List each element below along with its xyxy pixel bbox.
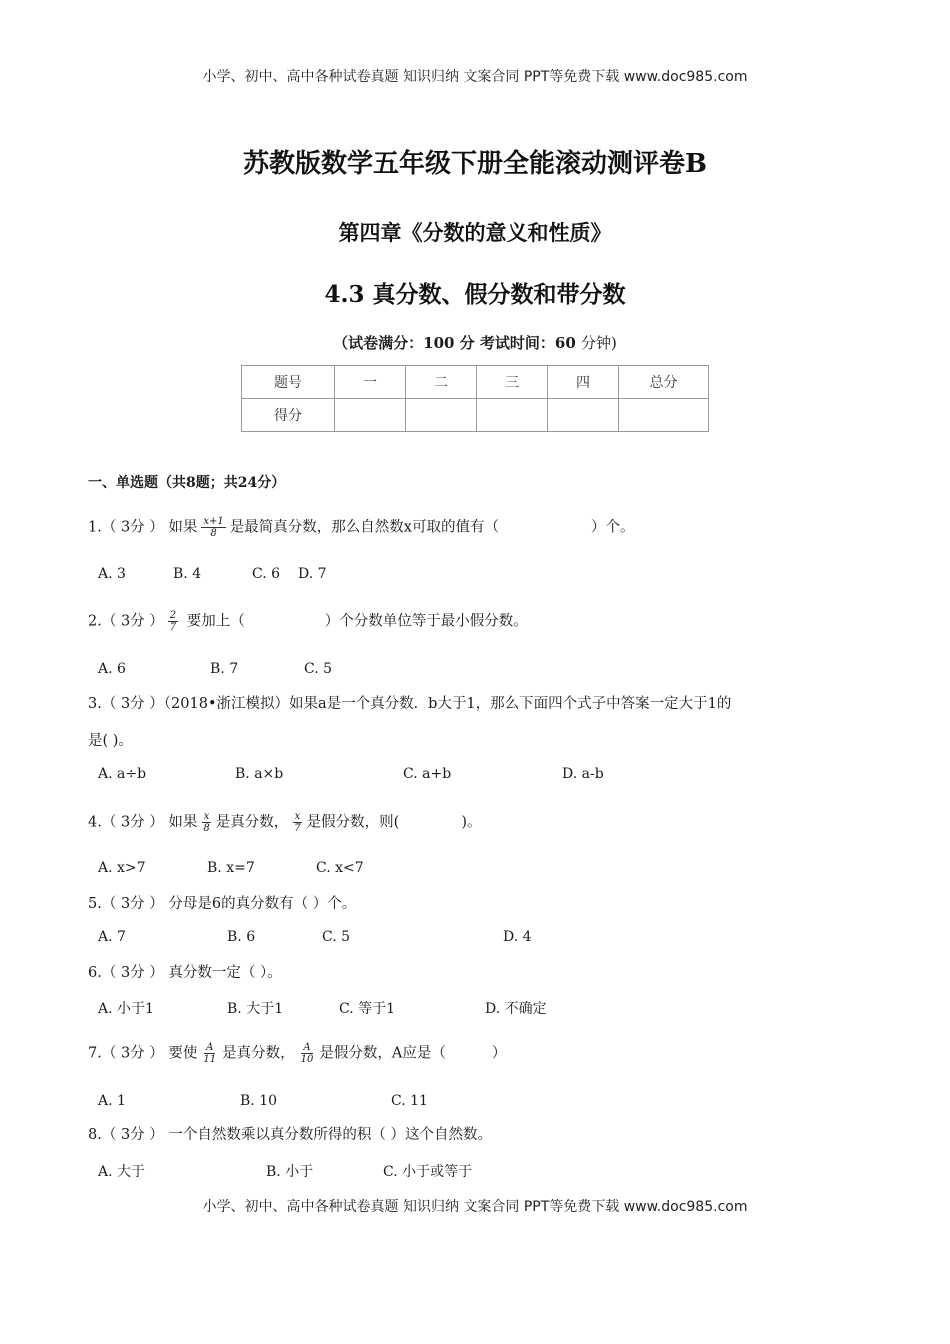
score-table-score-row xyxy=(242,399,709,432)
question-text: ）个分数单位等于最小假分数。 xyxy=(324,613,528,630)
score-row-label: 得分 xyxy=(242,399,335,432)
question-text: 要加上（ xyxy=(186,613,245,630)
fraction xyxy=(292,811,302,834)
score-header-cell: 二 xyxy=(406,366,477,399)
question-text: 是最简真分数，那么自然数x可取的值有（ xyxy=(229,519,499,536)
question-number: 5. xyxy=(88,896,102,912)
question-3 xyxy=(88,694,731,714)
question-number: 4. xyxy=(88,814,102,831)
score-table-header-row xyxy=(242,366,709,399)
option-c: C. 小于或等于 xyxy=(383,1164,473,1180)
score-header-cell: 总分 xyxy=(619,366,709,399)
page-title: 苏教版数学五年级下册全能滚动测评卷B xyxy=(243,149,707,179)
option-a: A. 6 xyxy=(98,661,126,677)
question-score: （ 3分 ） xyxy=(101,613,164,630)
option-b: B. 7 xyxy=(210,661,239,677)
score-header-cell: 一 xyxy=(335,366,406,399)
fraction xyxy=(168,610,178,633)
option-c: C. 6 xyxy=(252,566,281,582)
question-3-continuation xyxy=(88,731,133,751)
question-text: 要使 xyxy=(168,1045,198,1062)
question-text: 一个自然数乘以真分数所得的积（ ）这个自然数。 xyxy=(168,1127,493,1143)
option-d: D. 不确定 xyxy=(485,1001,547,1017)
question-number: 7. xyxy=(88,1045,102,1062)
fraction-numerator: A xyxy=(303,1042,311,1053)
question-number: 2. xyxy=(88,613,102,630)
option-d: D. 7 xyxy=(298,566,327,582)
score-header-cell: 三 xyxy=(477,366,548,399)
question-score: （ 3分 ） xyxy=(101,896,164,912)
question-score: （ 3分 ） xyxy=(101,696,164,712)
question-score: （ 3分 ） xyxy=(101,814,164,831)
fraction-denominator: 8 xyxy=(203,823,210,834)
question-4 xyxy=(88,811,482,834)
score-header-cell: 四 xyxy=(548,366,619,399)
option-c: C. 11 xyxy=(391,1093,428,1109)
fraction-denominator: 10 xyxy=(300,1054,314,1065)
fraction-numerator: x+1 xyxy=(203,516,224,527)
option-b: B. x=7 xyxy=(207,860,255,876)
option-a: A. a÷b xyxy=(98,766,147,782)
score-header-cell: 题号 xyxy=(242,366,335,399)
question-text: 是假分数，则( xyxy=(306,814,400,831)
question-number: 6. xyxy=(88,965,102,981)
question-text: 分母是6的真分数有（ ）个。 xyxy=(168,896,357,912)
score-cell xyxy=(477,399,548,432)
header-banner: 小学、初中、高中各种试卷真题 知识归纳 文案合同 PPT等免费下载 www.doc985.com xyxy=(202,69,748,85)
fraction-denominator: 8 xyxy=(210,528,217,539)
question-6 xyxy=(88,963,282,983)
question-1 xyxy=(88,516,634,539)
fraction-numerator: x xyxy=(203,811,210,822)
fraction-numerator: x xyxy=(294,811,301,822)
section-title: 一、单选题（共8题；共24分） xyxy=(88,475,286,491)
question-2 xyxy=(88,610,528,633)
option-c: C. x<7 xyxy=(316,860,364,876)
question-text: ）个。 xyxy=(590,519,635,536)
option-a: A. 7 xyxy=(98,929,126,945)
option-c: C. 等于1 xyxy=(339,1001,396,1017)
fraction-denominator: 7 xyxy=(169,622,177,633)
question-8 xyxy=(88,1125,492,1145)
chapter-title: 第四章《分数的意义和性质》 xyxy=(338,220,612,245)
score-table xyxy=(241,365,709,432)
exam-info xyxy=(0,332,950,353)
lesson-title: 4.3 真分数、假分数和带分数 xyxy=(324,281,626,308)
question-text: 真分数一定（ ）。 xyxy=(168,965,282,981)
option-a: A. 小于1 xyxy=(98,1001,154,1017)
question-7 xyxy=(88,1042,506,1065)
option-c: C. 5 xyxy=(322,929,351,945)
option-a: A. 大于 xyxy=(98,1164,146,1180)
question-number: 8. xyxy=(88,1127,102,1143)
option-a: A. x>7 xyxy=(98,860,146,876)
question-text: 是真分数， xyxy=(222,1045,295,1062)
question-score: （ 3分 ） xyxy=(101,965,164,981)
question-number: 1. xyxy=(88,519,102,536)
question-text: )。 xyxy=(461,814,482,831)
question-text: 是假分数，A应是（ xyxy=(319,1045,446,1062)
question-score: （ 3分 ） xyxy=(101,1045,164,1062)
score-cell xyxy=(619,399,709,432)
footer-banner: 小学、初中、高中各种试卷真题 知识归纳 文案合同 PPT等免费下载 www.doc985.com xyxy=(202,1199,748,1215)
fraction-denominator: 7 xyxy=(294,823,301,834)
option-c: C. 5 xyxy=(304,661,333,677)
fraction xyxy=(201,1042,218,1065)
question-text: 是( )。 xyxy=(88,733,133,749)
option-a: A. 3 xyxy=(98,566,126,582)
option-b: B. 4 xyxy=(173,566,202,582)
fraction xyxy=(201,516,225,539)
score-cell xyxy=(548,399,619,432)
option-c: C. a+b xyxy=(403,766,452,782)
option-b: B. 小于 xyxy=(266,1164,314,1180)
question-text: 如果 xyxy=(168,814,198,831)
score-cell xyxy=(406,399,477,432)
fraction-numerator: 2 xyxy=(169,610,177,621)
question-number: 3. xyxy=(88,696,102,712)
fraction-numerator: A xyxy=(206,1042,214,1053)
question-text: 是真分数， xyxy=(215,814,289,831)
option-d: D. a-b xyxy=(562,766,604,782)
option-a: A. 1 xyxy=(98,1093,126,1109)
option-b: B. 大于1 xyxy=(227,1001,284,1017)
question-text: （2018•浙江模拟）如果a是一个真分数．b大于1，那么下面四个式子中答案一定大于1的 xyxy=(163,696,732,712)
option-b: B. a×b xyxy=(235,766,284,782)
score-cell xyxy=(335,399,406,432)
question-5 xyxy=(88,894,356,914)
question-text: 如果 xyxy=(168,519,198,536)
question-score: （ 3分 ） xyxy=(101,519,164,536)
fraction-denominator: 11 xyxy=(203,1054,217,1065)
fraction xyxy=(201,811,211,834)
option-b: B. 10 xyxy=(240,1093,278,1109)
question-text: ） xyxy=(491,1045,507,1062)
fraction xyxy=(299,1042,316,1065)
option-b: B. 6 xyxy=(227,929,256,945)
exam-info-suffix: 分钟) xyxy=(581,334,617,352)
exam-info-prefix: （试卷满分：100 分 考试时间：60 xyxy=(333,334,581,352)
option-d: D. 4 xyxy=(503,929,532,945)
question-score: （ 3分 ） xyxy=(101,1127,164,1143)
